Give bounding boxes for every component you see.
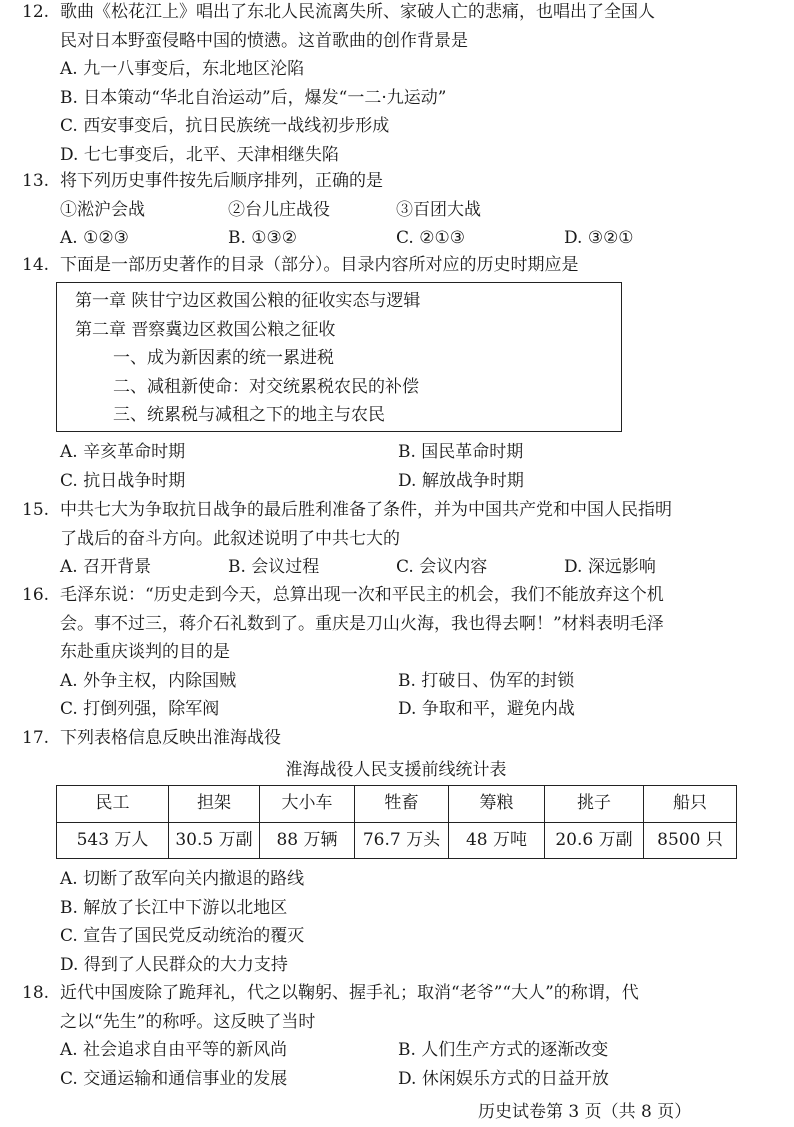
table-title: 淮海战役人民支援前线统计表	[285, 760, 507, 780]
option-c: C. 宣告了国民党反动统治的覆灭	[60, 926, 305, 947]
option-d: D. 休闲娱乐方式的日益开放	[398, 1068, 609, 1089]
table-header-cell: 大小车	[260, 786, 355, 823]
question-17	[22, 724, 762, 753]
option-d: D. 争取和平，避免内战	[398, 699, 575, 720]
table-header-cell: 船只	[644, 786, 737, 823]
option-a: A. 社会追求自由平等的新风尚	[60, 1040, 288, 1061]
option-c: C. 抗日战争时期	[60, 470, 186, 491]
support-statistics-table	[56, 785, 737, 859]
question-stem: 民对日本野蛮侵略中国的愤懑。这首歌曲的创作背景是	[60, 30, 468, 51]
question-14-options	[22, 438, 762, 495]
option-c: C. 会议内容	[396, 557, 488, 578]
option-d: D. 七七事变后，北平、天津相继失陷	[60, 144, 339, 165]
page-footer: 历史试卷第 3 页（共 8 页）	[478, 1102, 692, 1122]
question-stem: 近代中国废除了跪拜礼，代之以鞠躬、握手礼；取消“老爷”“大人”的称谓，代	[60, 983, 639, 1003]
question-stem: 将下列历史事件按先后顺序排列，正确的是	[60, 171, 383, 191]
option-c: C. 打倒列强，除军阀	[60, 699, 220, 720]
option-c: C. ②①③	[396, 228, 465, 249]
table-cell: 30.5 万副	[169, 822, 260, 859]
question-stem: 歌曲《松花江上》唱出了东北人民流离失所、家破人亡的悲痛，也唱出了全国人	[60, 2, 655, 22]
option-c: C. 交通运输和通信事业的发展	[60, 1068, 288, 1089]
table-cell: 20.6 万副	[545, 822, 644, 859]
table-cell: 76.7 万头	[355, 822, 449, 859]
option-d: D. ③②①	[564, 228, 634, 249]
option-d: D. 得到了人民群众的大力支持	[60, 954, 288, 975]
question-stem: 之以“先生”的称呼。这反映了当时	[60, 1011, 316, 1032]
table-header-cell: 担架	[169, 786, 260, 823]
table-cell: 88 万辆	[260, 822, 355, 859]
question-number: 18.	[22, 983, 50, 1003]
question-12	[22, 0, 762, 170]
question-18	[22, 979, 762, 1093]
option-b: B. 解放了长江中下游以北地区	[60, 897, 288, 918]
table-header-cell: 挑子	[545, 786, 644, 823]
option-a: A. 辛亥革命时期	[60, 442, 186, 462]
toc-section-2: 二、减租新使命：对交统累税农民的补偿	[113, 376, 419, 397]
table-header-cell: 筹粮	[449, 786, 545, 823]
question-number: 14.	[22, 255, 50, 275]
table-header-cell: 民工	[57, 786, 169, 823]
question-stem: 中共七大为争取抗日战争的最后胜利准备了条件，并为中国共产党和中国人民指明	[60, 500, 672, 520]
question-17-options	[22, 865, 762, 979]
question-stem: 毛泽东说：“历史走到今天，总算出现一次和平民主的机会，我们不能放弃这个机	[60, 585, 664, 605]
event-1: ①淞沪会战	[60, 199, 145, 220]
question-15	[22, 496, 762, 582]
table-header-cell: 牲畜	[355, 786, 449, 823]
question-16	[22, 581, 762, 724]
option-b: B. 国民革命时期	[398, 442, 524, 462]
event-3: ③百团大战	[396, 199, 481, 220]
option-c: C. 西安事变后，抗日民族统一战线初步形成	[60, 116, 390, 137]
question-stem: 东赴重庆谈判的目的是	[60, 642, 230, 663]
toc-section-3: 三、统累税与减租之下的地主与农民	[113, 405, 385, 426]
option-b: B. 会议过程	[228, 557, 320, 578]
toc-chapter-1: 第一章 陕甘宁边区救国公粮的征收实态与逻辑	[75, 291, 421, 311]
option-b: B. 人们生产方式的逐渐改变	[398, 1040, 609, 1061]
table-cell: 48 万吨	[449, 822, 545, 859]
option-a: A. 切断了敌军向关内撤退的路线	[60, 869, 305, 889]
table-cell: 8500 只	[644, 822, 737, 859]
question-stem: 下面是一部历史著作的目录（部分）。目录内容所对应的历史时期应是	[60, 255, 579, 275]
option-b: B. ①③②	[228, 228, 298, 249]
question-number: 17.	[22, 728, 50, 748]
question-number: 12.	[22, 2, 50, 22]
event-2: ②台儿庄战役	[228, 199, 330, 220]
table-cell: 543 万人	[57, 822, 169, 859]
question-14	[22, 251, 762, 280]
table-of-contents-box	[56, 282, 622, 432]
question-13	[22, 167, 762, 253]
option-a: A. 九一八事变后，东北地区沦陷	[60, 59, 305, 80]
option-a: A. ①②③	[60, 228, 129, 249]
question-number: 15.	[22, 500, 50, 520]
option-a: A. 外争主权，内除国贼	[60, 670, 237, 691]
option-b: B. 日本策动“华北自治运动”后，爆发“一二·九运动”	[60, 87, 447, 108]
question-stem: 会。事不过三，蒋介石礼数到了。重庆是刀山火海，我也得去啊！”材料表明毛泽	[60, 613, 664, 634]
option-a: A. 召开背景	[60, 557, 152, 578]
toc-chapter-2: 第二章 晋察冀边区救国公粮之征收	[75, 319, 336, 340]
question-number: 13.	[22, 171, 50, 191]
question-stem: 了战后的奋斗方向。此叙述说明了中共七大的	[60, 528, 400, 549]
question-number: 16.	[22, 585, 50, 605]
toc-section-1: 一、成为新因素的统一累进税	[113, 348, 334, 369]
table-header-row	[57, 786, 737, 823]
option-d: D. 深远影响	[564, 557, 656, 578]
question-stem: 下列表格信息反映出淮海战役	[60, 728, 281, 748]
option-b: B. 打破日、伪军的封锁	[398, 670, 575, 691]
option-d: D. 解放战争时期	[398, 470, 524, 491]
table-row	[57, 822, 737, 859]
